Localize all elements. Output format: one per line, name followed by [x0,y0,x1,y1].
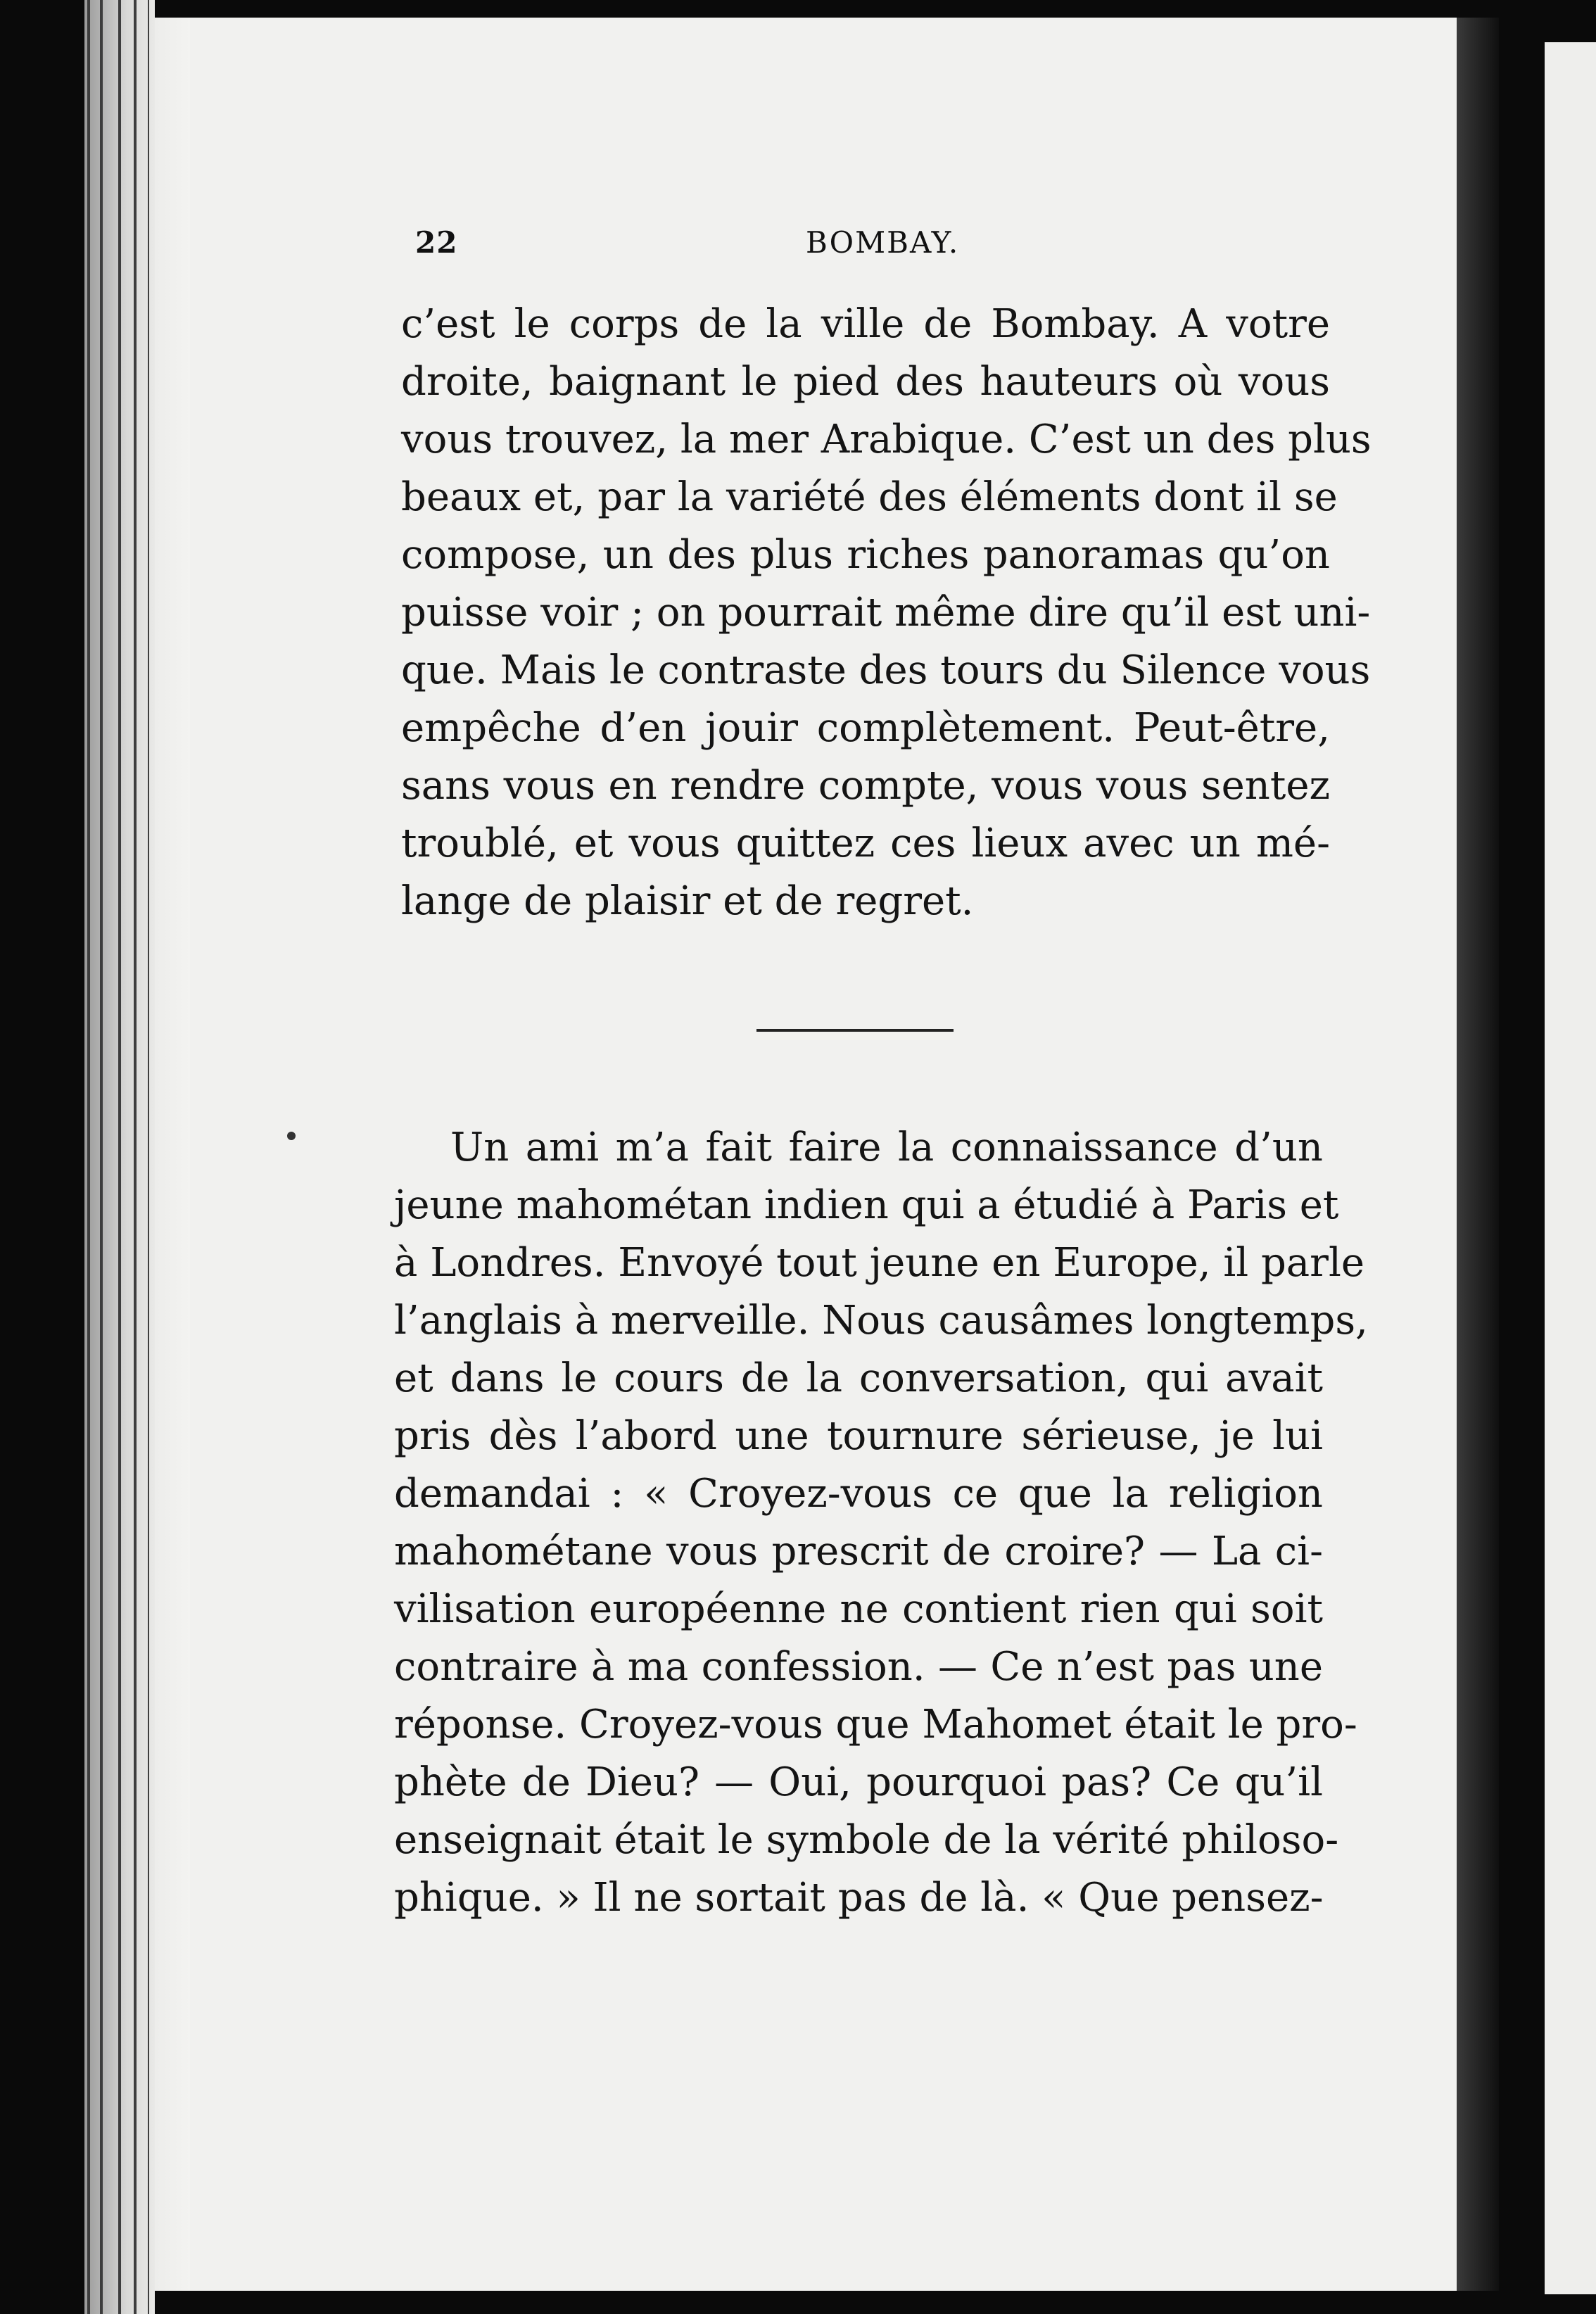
text-line: contraire à ma confession. — Ce n’est pas une [394,1644,1323,1690]
text-line: vilisation européenne ne contient rien qui soit [394,1586,1323,1632]
text-line: que. Mais le contraste des tours du Silence vous [401,647,1371,693]
section-divider [756,1029,954,1032]
text-line: lange de plaisir et de regret. [401,878,974,924]
text-line: pris dès l’abord une tournure sérieuse, je lui [394,1413,1323,1459]
text-line: puisse voir ; on pourrait même dire qu’il est uni- [401,590,1371,636]
text-line: Un ami m’a fait faire la connaissance d’un [450,1125,1323,1170]
text-line: droite, baignant le pied des hauteurs où vous [401,359,1330,405]
text-line: demandai : « Croyez-vous ce que la religion [394,1471,1323,1517]
paragraph-new [394,1119,1368,1927]
page-header [415,225,1288,267]
text-line: et dans le cours de la conversation, qui avait [394,1355,1323,1401]
text-line: phète de Dieu? — Oui, pourquoi pas? Ce qu’il [394,1759,1323,1805]
ink-speck [287,1132,296,1140]
text-line: sans vous en rendre compte, vous vous sentez [401,763,1330,809]
text-line: vous trouvez, la mer Arabique. C’est un des plus [401,417,1372,462]
text-line: enseignait était le symbole de la vérité philoso- [394,1817,1339,1863]
text-line: compose, un des plus riches panoramas qu’on [401,532,1330,578]
text-line: à Londres. Envoyé tout jeune en Europe, il parle [394,1240,1364,1286]
text-line: réponse. Croyez-vous que Mahomet était le pro- [394,1702,1357,1747]
running-title: BOMBAY. [806,225,960,260]
text-line: phique. » Il ne sortait pas de là. « Que pensez- [394,1875,1324,1921]
paragraph-continued [401,296,1372,930]
text-line: empêche d’en jouir complètement. Peut-être, [401,705,1330,751]
text-line: jeune mahométan indien qui a étudié à Paris et [394,1182,1339,1228]
binding-shadow [1457,18,1499,2291]
text-line: troublé, et vous quittez ces lieux avec un mé- [401,821,1330,866]
text-line: c’est le corps de la ville de Bombay. A votre [401,301,1330,347]
text-line: mahométane vous prescrit de croire? — La ci- [394,1529,1323,1574]
page-number: 22 [415,225,458,260]
stacked-page-edges [84,0,155,2314]
text-line: l’anglais à merveille. Nous causâmes longtemps, [394,1298,1368,1343]
next-page-edge [1545,42,1596,2294]
text-line: beaux et, par la variété des éléments dont il se [401,474,1338,520]
